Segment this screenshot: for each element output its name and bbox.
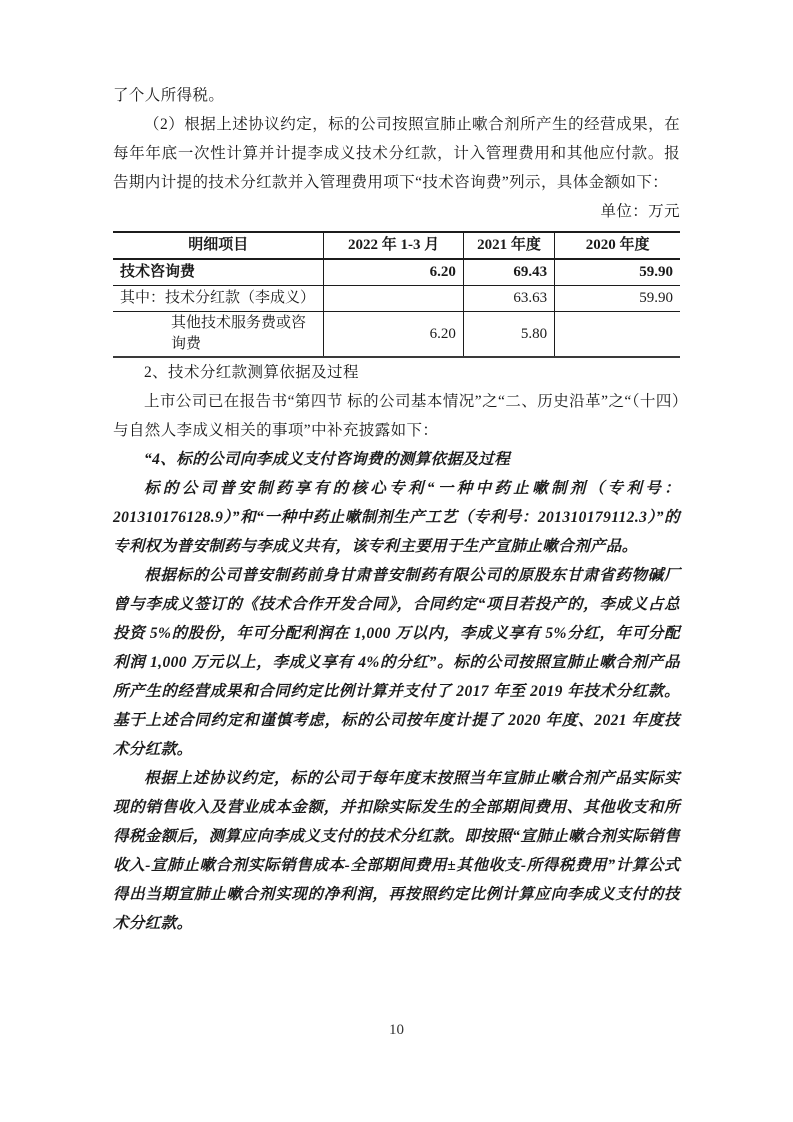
table-header-2022q1: 2022 年 1-3 月 [324, 232, 463, 259]
quoted-disclosure-section [113, 445, 680, 938]
table-cell-value: 6.20 [324, 259, 463, 286]
table-header-2021: 2021 年度 [463, 232, 554, 259]
table-header-2020: 2020 年度 [585, 237, 650, 253]
paragraph-intro: （2）根据上述协议约定，标的公司按照宣肺止嗽合剂所产生的经营成果，在每年年底一次性计算并计提李成义技术分红款，计入管理费用和其他应付款。报告期内计提的技术分红款并入管理费用项下“技术咨询费”列示，具体金额如下： [113, 116, 680, 191]
table-header-item: 明细项目 [113, 232, 324, 259]
table-cell-value: 6.20 [324, 312, 463, 358]
table-cell-value: 63.63 [463, 286, 554, 312]
table-cell-value: 59.90 [639, 264, 673, 280]
table-cell-label: 其中：技术分红款（李成义） [113, 286, 324, 312]
table-cell-label: 技术咨询费 [113, 259, 324, 286]
unit-label: 单位：万元 [600, 203, 680, 220]
technical-consulting-fee-table [113, 231, 680, 358]
paragraph-continuation: 了个人所得税。 [113, 87, 225, 104]
quote-paragraph-contract: 根据标的公司普安制药前身甘肃普安制药有限公司的原股东甘肃省药物碱厂曾与李成义签订的《技术合作开发合同》，合同约定“项目若投产的，李成义占总投资 5%的股份，年可分配利润在 1,000 万以内，李成义享有 5%分红，年可分配利润 1,000 万元以上，李成义享有 4%的分红”。标的公司按照宣肺止嗽合剂产品所产生的经营成果和合同约定比例计算并支付了 2017 年至 2019 年技术分红款。基于上述合同约定和谨慎考虑，标的公司按年度计提了 2020 年度、2021 年度技术分红款。 [113, 567, 680, 758]
table-cell-value: 69.43 [463, 259, 554, 286]
table-row-other-fees [113, 312, 680, 358]
table-cell-value [555, 312, 680, 358]
quote-heading: “4、标的公司向李成义支付咨询费的测算依据及过程 [144, 451, 511, 468]
table-header-row [113, 232, 680, 259]
quote-paragraph-patents: 标的公司普安制药享有的核心专利“一种中药止嗽制剂（专利号：201310176128.9）”和“一种中药止嗽制剂生产工艺（专利号：201310179112.3）”的专利权为普安制药与李成义共有，该专利主要用于生产宣肺止嗽合剂产品。 [113, 480, 680, 555]
table-cell-value: 59.90 [639, 290, 673, 306]
page-number: 10 [389, 1022, 404, 1038]
table-row-dividend [113, 286, 680, 312]
table-cell-label: 其他技术服务费或咨询费 [113, 312, 324, 358]
table-cell-value [324, 286, 463, 312]
table-row-total [113, 259, 680, 286]
section-heading: 2、技术分红款测算依据及过程 [144, 364, 359, 381]
table-cell-value: 5.80 [463, 312, 554, 358]
quote-paragraph-calculation: 根据上述协议约定，标的公司于每年度末按照当年宣肺止嗽合剂产品实际实现的销售收入及营业成本金额，并扣除实际发生的全部期间费用、其他收支和所得税金额后，测算应向李成义支付的技术分红款。即按照“宣肺止嗽合剂实际销售收入-宣肺止嗽合剂实际销售成本-全部期间费用±其他收支-所得税费用”计算公式得出当期宣肺止嗽合剂实现的净利润，再按照约定比例计算应向李成义支付的技术分红款。 [113, 770, 680, 932]
paragraph-disclosure: 上市公司已在报告书“第四节 标的公司基本情况”之“二、历史沿革”之“（十四）与自然人李成义相关的事项”中补充披露如下： [113, 393, 680, 439]
